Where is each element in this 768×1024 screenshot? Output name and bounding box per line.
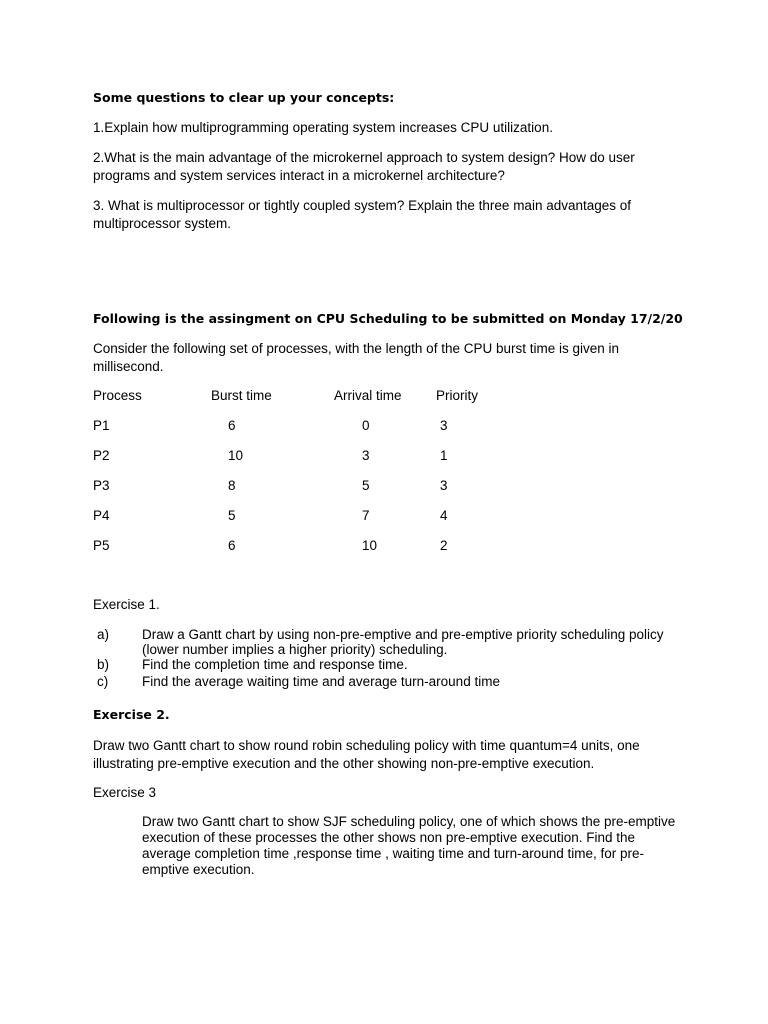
cell-priority: 3 (440, 418, 448, 433)
cell-burst: 10 (228, 448, 244, 463)
list-item: Find the average waiting time and average turn-around time (142, 674, 500, 689)
cell-priority: 1 (440, 448, 448, 463)
exercise-1-title: Exercise 1. (93, 597, 160, 612)
assignment-heading: Following is the assingment on CPU Scheduling to be submitted on Monday 17/2/20 (93, 311, 683, 326)
cell-arrival: 10 (362, 538, 378, 553)
header-priority: Priority (436, 388, 479, 403)
exercise-3-title: Exercise 3 (93, 785, 157, 800)
cell-burst: 6 (228, 418, 236, 433)
cell-process: P4 (93, 508, 110, 523)
exercise-3-text: Draw two Gantt chart to show SJF scheduling policy, one of which shows the pre-emptive execution of these processes the other shows non pre-emptive execution. Find the average completion time ,response time , waiting time and turn-around time, for pre-emptive execution. (142, 814, 676, 877)
header-process: Process (93, 388, 142, 403)
cell-priority: 4 (440, 508, 448, 523)
question-3: 3. What is multiprocessor or tightly coupled system? Explain the three main advantages of multiprocessor system. (93, 198, 632, 231)
cell-burst: 5 (228, 508, 236, 523)
assignment-intro: Consider the following set of processes, with the length of the CPU burst time is given in millisecond. (93, 341, 620, 374)
cell-process: P5 (93, 538, 110, 553)
cell-process: P3 (93, 478, 110, 493)
exercise-2-title: Exercise 2. (93, 707, 170, 722)
cell-arrival: 3 (362, 448, 370, 463)
cell-process: P1 (93, 418, 110, 433)
header-arrival-time: Arrival time (334, 388, 402, 403)
cell-arrival: 7 (362, 508, 370, 523)
cell-burst: 8 (228, 478, 236, 493)
concepts-heading: Some questions to clear up your concepts: (93, 90, 395, 105)
cell-arrival: 5 (362, 478, 370, 493)
cell-arrival: 0 (362, 418, 370, 433)
cell-priority: 2 (440, 538, 448, 553)
cell-process: P2 (93, 448, 110, 463)
cell-burst: 6 (228, 538, 236, 553)
list-marker: b) (97, 657, 110, 672)
list-item: Draw a Gantt chart by using non-pre-emptive and pre-emptive priority scheduling policy (lower number implies a higher priority) scheduling. (142, 627, 664, 657)
question-1: 1.Explain how multiprogramming operating system increases CPU utilization. (93, 120, 553, 135)
question-2: 2.What is the main advantage of the microkernel approach to system design? How do user programs and system services interact in a microkernel architecture? (93, 150, 635, 183)
exercise-2-text: Draw two Gantt chart to show round robin scheduling policy with time quantum=4 units, one illustrating pre-emptive execution and the other showing non-pre-emptive execution. (93, 738, 640, 771)
list-marker: a) (97, 627, 110, 642)
list-marker: c) (97, 674, 109, 689)
cell-priority: 3 (440, 478, 448, 493)
header-burst-time: Burst time (211, 388, 272, 403)
list-item: Find the completion time and response time. (142, 657, 408, 672)
